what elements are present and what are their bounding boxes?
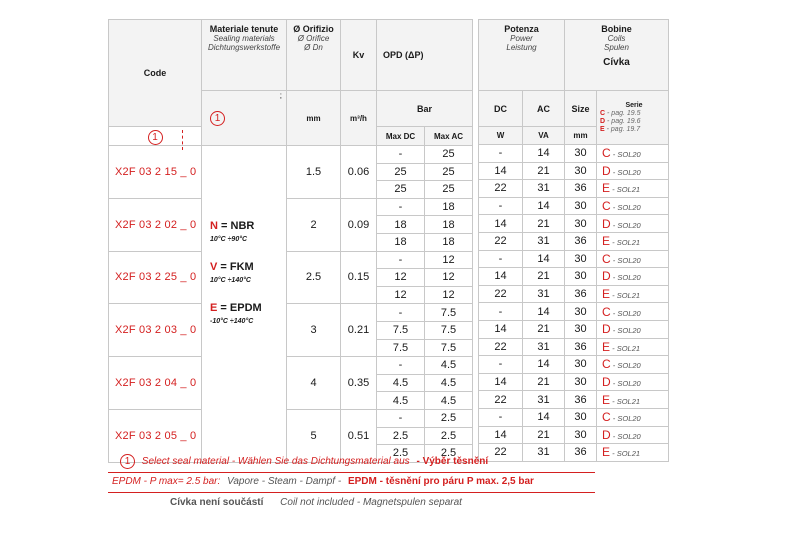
dc-power-value: 22	[479, 338, 523, 356]
max-ac-value: 25	[425, 146, 473, 164]
table-row	[479, 162, 669, 180]
ac-power-value: 31	[523, 338, 565, 356]
kv-value: 0.09	[341, 198, 377, 251]
max-dc-value: 7.5	[377, 339, 425, 357]
coil-size-value: 36	[565, 338, 597, 356]
material-option: N = NBR 10°C ÷90°C	[210, 220, 255, 243]
orifice-value: 4	[287, 357, 341, 410]
table-row	[479, 197, 669, 215]
coil-serie-value: D - SOL20	[597, 320, 669, 338]
footer-line-3: Cívka není součástí Coil not included - Magnetspulen separat	[170, 497, 462, 508]
ac-power-value: 21	[523, 426, 565, 444]
orifice-value: 2	[287, 198, 341, 251]
dc-power-value: 14	[479, 268, 523, 286]
max-dc-value: 25	[377, 181, 425, 199]
table-row	[479, 356, 669, 374]
header-va: VA	[523, 127, 565, 145]
header-material: Materiale tenute Sealing materials Dichtungswerkstoffe	[202, 20, 287, 91]
dc-power-value: -	[479, 197, 523, 215]
ac-power-value: 14	[523, 197, 565, 215]
table-row	[479, 373, 669, 391]
dc-power-value: 14	[479, 162, 523, 180]
table-row	[479, 250, 669, 268]
footer-line-1: 1 Select seal material - Wählen Sie das Dichtungsmaterial aus - Výběr těsnění	[120, 454, 488, 469]
max-ac-value: 7.5	[425, 321, 473, 339]
coil-size-value: 36	[565, 232, 597, 250]
table-row	[479, 408, 669, 426]
header-ac: AC	[523, 91, 565, 127]
header-max-dc: Max DC	[377, 127, 425, 146]
max-dc-value: 2.5	[377, 427, 425, 445]
ac-power-value: 21	[523, 162, 565, 180]
max-dc-value: 18	[377, 216, 425, 234]
material-options	[202, 146, 287, 463]
header-mm: mm	[287, 91, 341, 146]
product-code: X2F 03 2 25 _ 0	[109, 251, 202, 304]
table-row	[479, 180, 669, 198]
max-dc-value: 12	[377, 269, 425, 287]
dc-power-value: 22	[479, 391, 523, 409]
right-coil-table	[478, 19, 669, 462]
max-dc-value: 4.5	[377, 374, 425, 392]
ac-power-value: 31	[523, 232, 565, 250]
header-max-ac: Max AC	[425, 127, 473, 146]
max-dc-value: 2.5	[377, 445, 425, 463]
table-row	[479, 444, 669, 462]
product-code: X2F 03 2 04 _ 0	[109, 357, 202, 410]
coil-size-value: 30	[565, 162, 597, 180]
product-code: X2F 03 2 05 _ 0	[109, 409, 202, 462]
orifice-value: 5	[287, 409, 341, 462]
header-kv-unit: m³/h	[341, 91, 377, 146]
ac-power-value: 21	[523, 268, 565, 286]
header-serie: Serie C - pag. 19.5 D - pag. 19.6 E - pag. 19.7	[597, 91, 669, 145]
table-row	[479, 426, 669, 444]
coil-size-value: 36	[565, 285, 597, 303]
coil-serie-value: D - SOL20	[597, 162, 669, 180]
dc-power-value: -	[479, 356, 523, 374]
header-power: Potenza Power Leistung	[479, 20, 565, 91]
coil-size-value: 30	[565, 145, 597, 163]
header-w: W	[479, 127, 523, 145]
left-spec-table	[108, 19, 473, 463]
coil-size-value: 30	[565, 268, 597, 286]
max-dc-value: 4.5	[377, 392, 425, 410]
table-row	[479, 320, 669, 338]
material-option: V = FKM 10°C ÷140°C	[210, 261, 254, 284]
ac-power-value: 31	[523, 391, 565, 409]
max-ac-value: 25	[425, 163, 473, 181]
max-ac-value: 2.5	[425, 445, 473, 463]
table-row	[109, 357, 473, 375]
ac-power-value: 31	[523, 285, 565, 303]
coil-serie-value: E - SOL21	[597, 285, 669, 303]
table-row	[109, 251, 473, 269]
coil-serie-value: C - SOL20	[597, 145, 669, 163]
dc-power-value: 22	[479, 232, 523, 250]
material-option: E = EPDM -10°C ÷140°C	[210, 302, 262, 325]
header-size-mm: mm	[565, 127, 597, 145]
coil-size-value: 36	[565, 180, 597, 198]
header-bar: Bar	[377, 91, 473, 127]
table-row	[109, 146, 473, 164]
coil-size-value: 30	[565, 250, 597, 268]
orifice-value: 2.5	[287, 251, 341, 304]
max-dc-value: 12	[377, 286, 425, 304]
table-row	[479, 215, 669, 233]
max-dc-value: -	[377, 146, 425, 164]
footer-divider-1	[108, 472, 595, 473]
footer-divider-2	[108, 492, 595, 493]
code-dash-marker	[182, 130, 183, 150]
coil-serie-value: C - SOL20	[597, 250, 669, 268]
material-circle-icon: 1	[210, 111, 225, 126]
select-circle-icon: 1	[148, 130, 163, 145]
max-ac-value: 7.5	[425, 304, 473, 322]
coil-serie-value: C - SOL20	[597, 197, 669, 215]
header-coils: Bobine Coils Spulen Cívka	[565, 20, 669, 91]
product-code: X2F 03 2 03 _ 0	[109, 304, 202, 357]
footer-line-2: EPDM - P max= 2.5 bar: Vapore - Steam - Dampf - EPDM - těsnění pro páru P max. 2,5 bar	[112, 476, 534, 487]
header-size: Size	[565, 91, 597, 127]
max-ac-value: 12	[425, 286, 473, 304]
table-row	[109, 409, 473, 427]
max-ac-value: 12	[425, 251, 473, 269]
max-dc-value: 7.5	[377, 321, 425, 339]
kv-value: 0.15	[341, 251, 377, 304]
coil-serie-value: E - SOL21	[597, 232, 669, 250]
max-dc-value: 18	[377, 233, 425, 251]
ac-power-value: 31	[523, 444, 565, 462]
coil-serie-value: D - SOL20	[597, 373, 669, 391]
table-row	[479, 145, 669, 163]
coil-size-value: 30	[565, 215, 597, 233]
ac-power-value: 14	[523, 145, 565, 163]
material-mark: ;	[202, 91, 287, 146]
table-row	[479, 285, 669, 303]
coil-serie-value: D - SOL20	[597, 426, 669, 444]
coil-size-value: 30	[565, 320, 597, 338]
max-dc-value: -	[377, 251, 425, 269]
max-dc-value: -	[377, 357, 425, 375]
coil-serie-value: C - SOL20	[597, 408, 669, 426]
max-dc-value: -	[377, 198, 425, 216]
ac-power-value: 21	[523, 320, 565, 338]
dc-power-value: 14	[479, 373, 523, 391]
header-code: Code	[109, 20, 202, 127]
orifice-value: 1.5	[287, 146, 341, 199]
coil-size-value: 36	[565, 391, 597, 409]
coil-size-value: 36	[565, 444, 597, 462]
max-ac-value: 18	[425, 198, 473, 216]
dc-power-value: 14	[479, 320, 523, 338]
product-code: X2F 03 2 02 _ 0	[109, 198, 202, 251]
coil-serie-value: E - SOL21	[597, 338, 669, 356]
ac-power-value: 14	[523, 303, 565, 321]
max-ac-value: 4.5	[425, 374, 473, 392]
kv-value: 0.51	[341, 409, 377, 462]
dc-power-value: 22	[479, 180, 523, 198]
kv-value: 0.35	[341, 357, 377, 410]
kv-value: 0.21	[341, 304, 377, 357]
coil-serie-value: E - SOL21	[597, 391, 669, 409]
ac-power-value: 14	[523, 356, 565, 374]
dc-power-value: 14	[479, 426, 523, 444]
header-opd: OPD (ΔP)	[377, 20, 473, 91]
coil-size-value: 30	[565, 373, 597, 391]
max-ac-value: 4.5	[425, 392, 473, 410]
table-row	[109, 304, 473, 322]
dc-power-value: 22	[479, 285, 523, 303]
max-ac-value: 18	[425, 233, 473, 251]
max-dc-value: -	[377, 304, 425, 322]
table-row	[479, 303, 669, 321]
coil-size-value: 30	[565, 426, 597, 444]
ac-power-value: 14	[523, 250, 565, 268]
header-kv: Kv	[341, 20, 377, 91]
coil-serie-value: C - SOL20	[597, 303, 669, 321]
footer-circle-icon: 1	[120, 454, 135, 469]
max-ac-value: 18	[425, 216, 473, 234]
dc-power-value: -	[479, 250, 523, 268]
ac-power-value: 14	[523, 408, 565, 426]
dc-power-value: -	[479, 408, 523, 426]
coil-size-value: 30	[565, 303, 597, 321]
dc-power-value: -	[479, 303, 523, 321]
max-ac-value: 2.5	[425, 409, 473, 427]
max-ac-value: 4.5	[425, 357, 473, 375]
product-code: X2F 03 2 15 _ 0	[109, 146, 202, 199]
table-row	[109, 198, 473, 216]
header-dc: DC	[479, 91, 523, 127]
coil-serie-value: D - SOL20	[597, 268, 669, 286]
max-dc-value: 25	[377, 163, 425, 181]
coil-size-value: 30	[565, 197, 597, 215]
code-circle-cell	[109, 127, 202, 146]
table-row	[479, 338, 669, 356]
coil-serie-value: E - SOL21	[597, 444, 669, 462]
dc-power-value: -	[479, 145, 523, 163]
header-orifice: Ø Orifizio Ø Orifice Ø Dn	[287, 20, 341, 91]
coil-serie-value: D - SOL20	[597, 215, 669, 233]
max-ac-value: 12	[425, 269, 473, 287]
max-dc-value: -	[377, 409, 425, 427]
max-ac-value: 7.5	[425, 339, 473, 357]
orifice-value: 3	[287, 304, 341, 357]
table-row	[479, 268, 669, 286]
ac-power-value: 31	[523, 180, 565, 198]
coil-serie-value: C - SOL20	[597, 356, 669, 374]
dc-power-value: 22	[479, 444, 523, 462]
coil-size-value: 30	[565, 356, 597, 374]
ac-power-value: 21	[523, 373, 565, 391]
max-ac-value: 2.5	[425, 427, 473, 445]
coil-serie-value: E - SOL21	[597, 180, 669, 198]
coil-size-value: 30	[565, 408, 597, 426]
table-row	[479, 232, 669, 250]
table-row	[479, 391, 669, 409]
kv-value: 0.06	[341, 146, 377, 199]
ac-power-value: 21	[523, 215, 565, 233]
max-ac-value: 25	[425, 181, 473, 199]
dc-power-value: 14	[479, 215, 523, 233]
